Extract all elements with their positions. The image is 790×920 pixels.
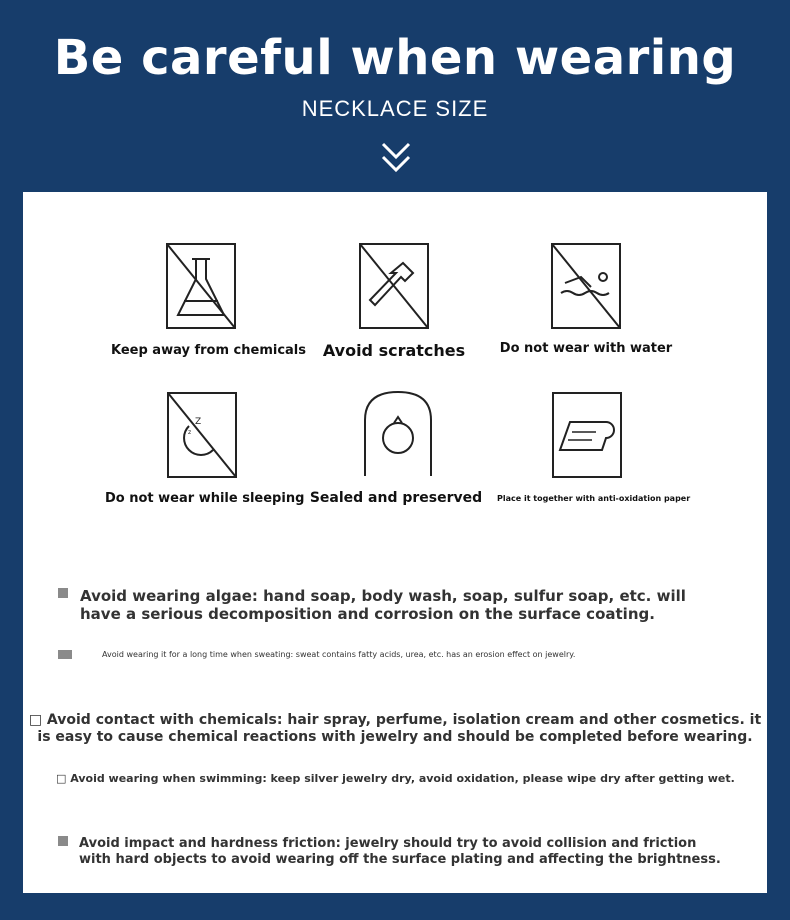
- paper-roll-icon: [552, 392, 622, 478]
- icon-label-sealed: Sealed and preserved: [309, 490, 483, 506]
- icon-label-anti-oxidation: Place it together with anti-oxidation paper: [497, 494, 691, 503]
- no-swimming-icon: [551, 243, 621, 329]
- note-sweating: Avoid wearing it for a long time when sweating: sweat contains fatty acids, urea, etc. has an erosion effect on jewelry.: [102, 650, 576, 659]
- icon-label-scratches: Avoid scratches: [322, 341, 466, 360]
- icon-label-water: Do not wear with water: [499, 341, 673, 356]
- page-title: Be careful when wearing: [53, 30, 737, 86]
- note-impact: Avoid impact and hardness friction: jewelry should try to avoid collision and friction with hard objects to avoid wearing off the surface plating and affecting the brightness.: [79, 836, 721, 867]
- icon-label-sleeping: Do not wear while sleeping: [105, 491, 305, 506]
- no-chemicals-flask-icon: [166, 243, 236, 329]
- double-chevron-down-icon: [380, 140, 412, 176]
- note-swimming: □ Avoid wearing when swimming: keep silver jewelry dry, avoid oxidation, please wipe dry after getting wet.: [56, 772, 735, 785]
- page-subtitle: NECKLACE SIZE: [301, 96, 489, 121]
- svg-text:Z: Z: [195, 417, 202, 427]
- bullet-square: [58, 836, 68, 846]
- icon-label-chemicals: Keep away from chemicals: [111, 343, 306, 358]
- note-algae: Avoid wearing algae: hand soap, body wash, soap, sulfur soap, etc. will have a serious decomposition and corrosion on the surface coating.: [80, 587, 686, 623]
- no-sleeping-moon-icon: [167, 392, 237, 478]
- bullet-square: [58, 588, 68, 598]
- bullet-square: [58, 650, 72, 659]
- svg-text:z: z: [188, 429, 192, 436]
- sealed-bag-ring-icon: [363, 390, 433, 476]
- note-chemicals: □ Avoid contact with chemicals: hair spray, perfume, isolation cream and other cosmetics. it is easy to cause chemical reactions with jewelry and should be completed before wearing.: [28, 712, 762, 745]
- no-hammer-icon: [359, 243, 429, 329]
- care-card: [23, 192, 767, 893]
